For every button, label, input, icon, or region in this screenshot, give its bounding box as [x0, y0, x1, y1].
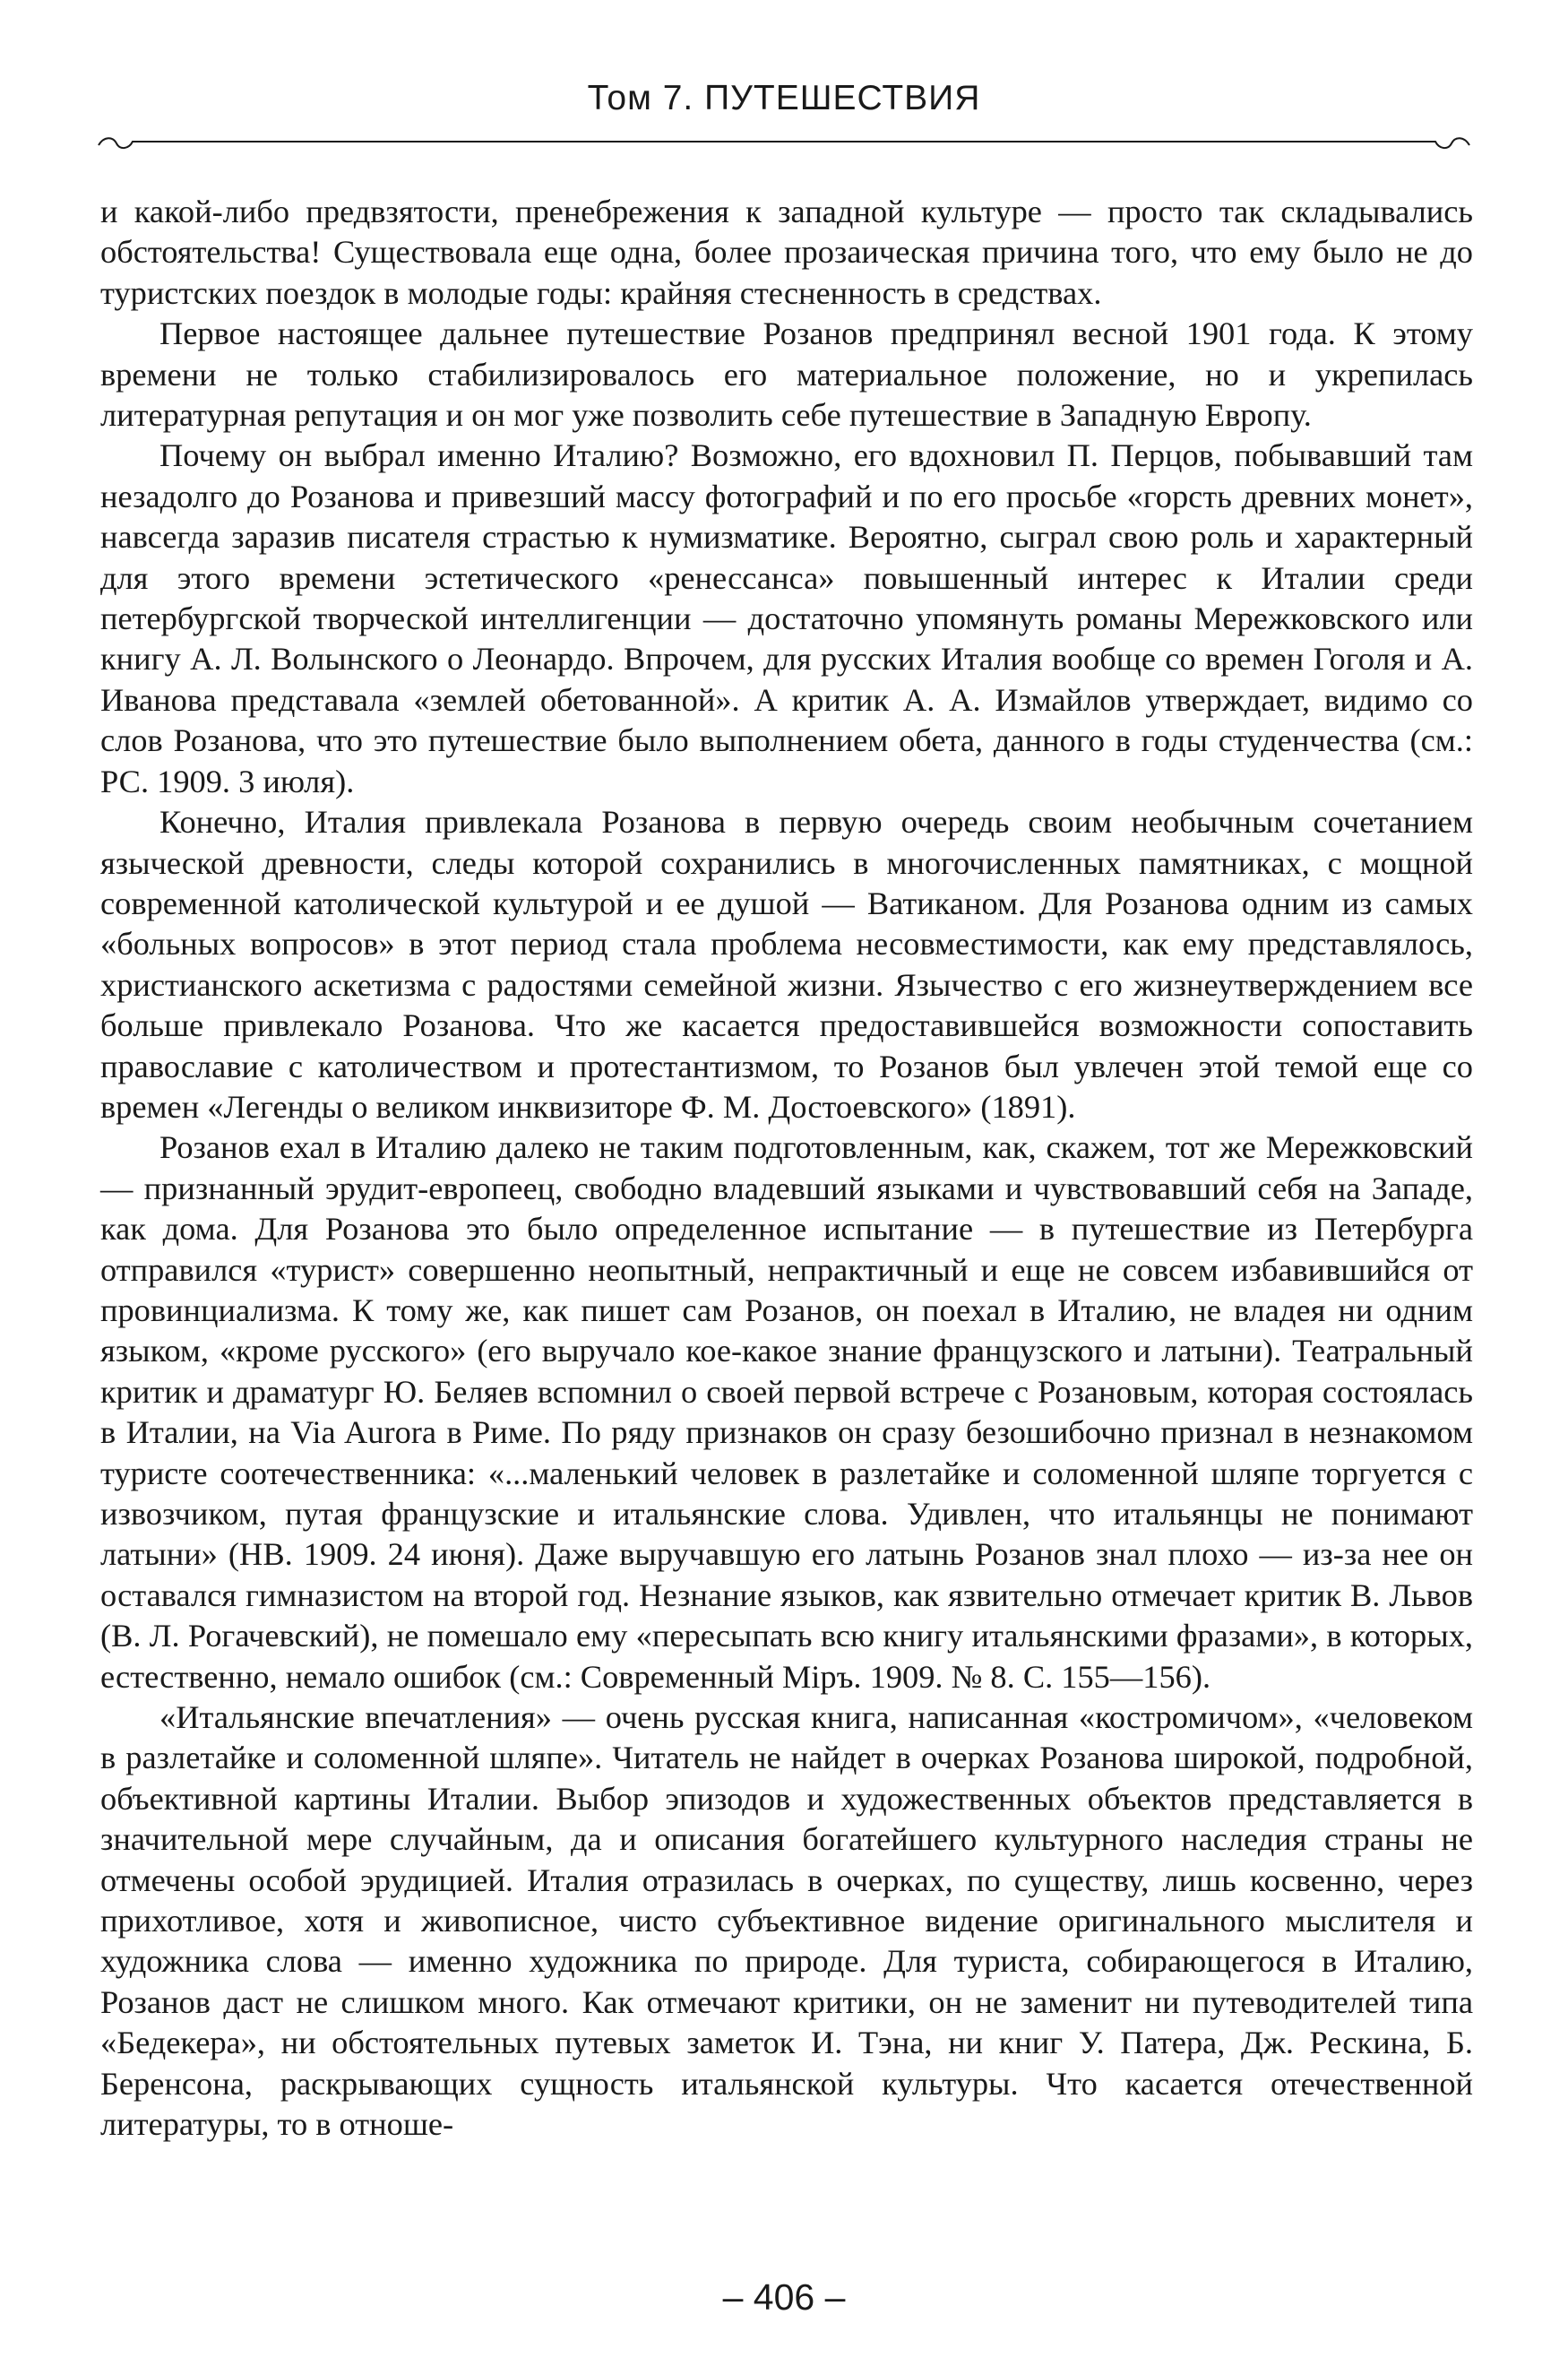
paragraph: Конечно, Италия привлекала Розанова в первую очередь своим необычным сочетанием языческой древности, следы которой сохранились в многочисленных памятниках, с мощной современной католической культурой и ее душой — Ватиканом. Для Розанова одним из самых «больных вопросов» в этот период стала проблема несовместимости, как ему представлялось, христианского аскетизма с радостями семейной жизни. Язычество с его жизнеутверждением все больше привлекало Розанова. Что же касается предоставившейся возможности сопоставить православие с католичеством и протестантизмом, то Розанов был увлечен этой темой еще со времен «Легенды о великом инквизиторе Ф. М. Достоевского» (1891). [100, 804, 1473, 1125]
paragraph: Розанов ехал в Италию далеко не таким подготовленным, как, скажем, тот же Мережковский — признанный эрудит-европеец, свободно владевший языками и чувствовавший себя на Западе, как дома. Для Розанова это было определенное испытание — в путешествие из Петербурга отправился «турист» совершенно неопытный, непрактичный и еще не совсем избавившийся от провинциализма. К тому же, как пишет сам Розанов, он поехал в Италию, не владея ни одним языком, «кроме русского» (его выручало кое-какое знание французского и латыни). Театральный критик и драматург Ю. Беляев вспомнил о своей первой встрече с Розановым, которая состоялась в Италии, на Via Aurora в Риме. По ряду признаков он сразу безошибочно признал в незнакомом туристе соотечественника: «...маленький человек в разлетайке и соломенной шляпе торгуется с извозчиком, путая французские и итальянские слова. Удивлен, что итальянцы не понимают латыни» (НВ. 1909. 24 июня). Даже выручавшую его латынь Розанов знал плохо — из-за нее он оставался гимназистом на второй год. Незнание языков, как язвительно отмечает критик В. Львов (В. Л. Рогачевский), не помешало ему «пересыпать всю книгу итальянскими фразами», в которых, естественно, немало ошибок (см.: Современный Міръ. 1909. № 8. С. 155—156). [100, 1129, 1473, 1695]
running-head: Том 7. ПУТЕШЕСТВИЯ [587, 79, 981, 117]
paragraph: Первое настоящее дальнее путешествие Розанов предпринял весной 1901 года. К этому времени не только стабилизировалось его материальное положение, но и укрепилась литературная репутация и он мог уже позволить себе путешествие в Западную Европу. [100, 315, 1473, 434]
paragraph: и какой-либо предвзятости, пренебрежения к западной культуре — просто так складывались обстоятельства! Существовала еще одна, более прозаическая причина того, что ему было не до туристских поездок в молодые годы: крайняя стесненность в средствах. [100, 194, 1473, 311]
paragraph: «Итальянские впечатления» — очень русская книга, написанная «костромичом», «человеком в разлетайке и соломенной шляпе». Читатель не найдет в очерках Розанова широкой, подробной, объективной картины Италии. Выбор эпизодов и художественных объектов представляется в значительной мере случайным, да и описания богатейшего культурного наследия страны не отмечены особой эрудицией. Италия отразилась в очерках, по существу, лишь косвенно, через прихотливое, хотя и живописное, чисто субъективное видение оригинального мыслителя и художника слова — именно художника по природе. Для туриста, собирающегося в Италию, Розанов даст не слишком много. Как отмечают критики, он не заменит ни путеводителей типа «Бедекера», ни обстоятельных путевых заметок И. Тэна, ни книг У. Патера, Дж. Рескина, Б. Беренсона, раскрывающих сущность итальянской культуры. Что касается отечественной литературы, то в отноше- [100, 1699, 1473, 2143]
paragraph: Почему он выбрал именно Италию? Возможно, его вдохновил П. Перцов, побывавший там незадолго до Розанова и привезший массу фотографий и по его просьбе «горсть древних монет», навсегда заразив писателя страстью к нумизматике. Вероятно, сыграл свою роль и характерный для этого времени эстетического «ренессанса» повышенный интерес к Италии среди петербургской творческой интеллигенции — достаточно упомянуть романы Мережковского или книгу А. Л. Волынского о Леонардо. Впрочем, для русских Италия вообще со времен Гоголя и А. Иванова представала «землей обетованной». А критик А. А. Измайлов утверждает, видимо со слов Розанова, что это путешествие было выполнением обета, данного в годы студенчества (см.: РС. 1909. 3 июля). [100, 437, 1473, 799]
page-number: – 406 – [722, 2276, 846, 2318]
body-text [100, 192, 1473, 2146]
header-rule [97, 133, 1471, 154]
